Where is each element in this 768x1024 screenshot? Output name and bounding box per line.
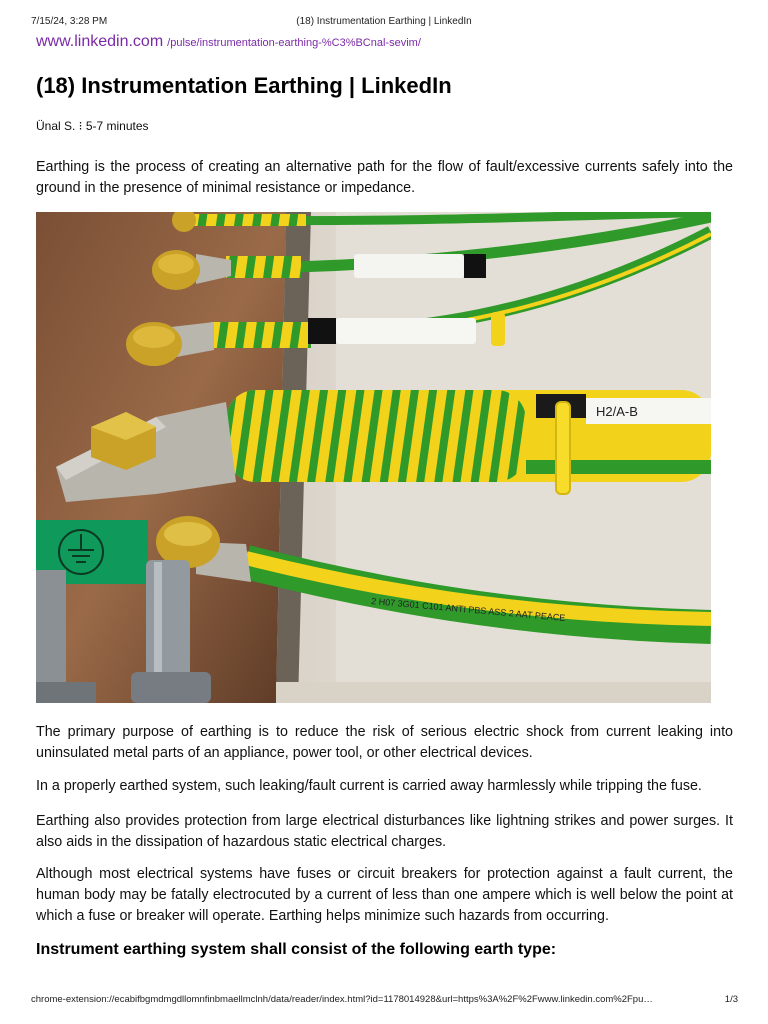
print-timestamp: 7/15/24, 3:28 PM [31,16,108,27]
article-title: (18) Instrumentation Earthing | LinkedIn [36,73,452,98]
print-footer-url: chrome-extension://ecabifbgmdmgdllomnfinbmaellmclnh/data/reader/index.html?id=1178014928&url=https%3A%2F%2Fwww.linkedin.com%2Fpu… [31,994,653,1005]
page-number: 1/3 [724,994,738,1005]
article-paragraph: The primary purpose of earthing is to reduce the risk of serious electric shock from current leaking into uninsulated metal parts of an appliance, power tool, or other electrical devices. [36,724,733,761]
source-link[interactable] [36,33,421,51]
earthing-cables-photo [36,212,711,703]
source-domain[interactable]: www.linkedin.com [36,33,164,50]
cable-tag-text: H2/A-B [596,404,638,419]
intro-paragraph: Earthing is the process of creating an alternative path for the flow of fault/excessive currents safely into the ground in the presence of minimal resistance or impedance. [36,159,733,196]
print-footer [0,994,768,1008]
article-paragraph: Earthing also provides protection from large electrical disturbances like lightning strikes and power surges. It also aids in the dissipation of hazardous static electrical charges. [36,813,733,850]
print-page-title: (18) Instrumentation Earthing | LinkedIn [296,16,472,27]
article-paragraph: In a properly earthed system, such leaking/fault current is carried away harmlessly while tripping the fuse. [36,778,702,794]
print-header [0,16,768,30]
article-paragraph: Although most electrical systems have fuses or circuit breakers for protection against a fault current, the human body may be fatally electrocuted by a current of less than one ampere which is well below the point at which a fuse or breaker will operate. Earthing helps minimize such hazards from occurring. [36,866,733,924]
cable-print-text: 2 H07 3G01 C101 ANTI PBS ASS 2 AAT PEACE [370,596,566,623]
source-path[interactable]: /pulse/instrumentation-earthing-%C3%BCnal-sevim/ [167,37,421,49]
section-heading: Instrument earthing system shall consist of the following earth type: [36,941,557,958]
article-byline: Ünal S. ⁝ 5-7 minutes [36,119,149,133]
earthing-cables-illustration [36,212,711,703]
